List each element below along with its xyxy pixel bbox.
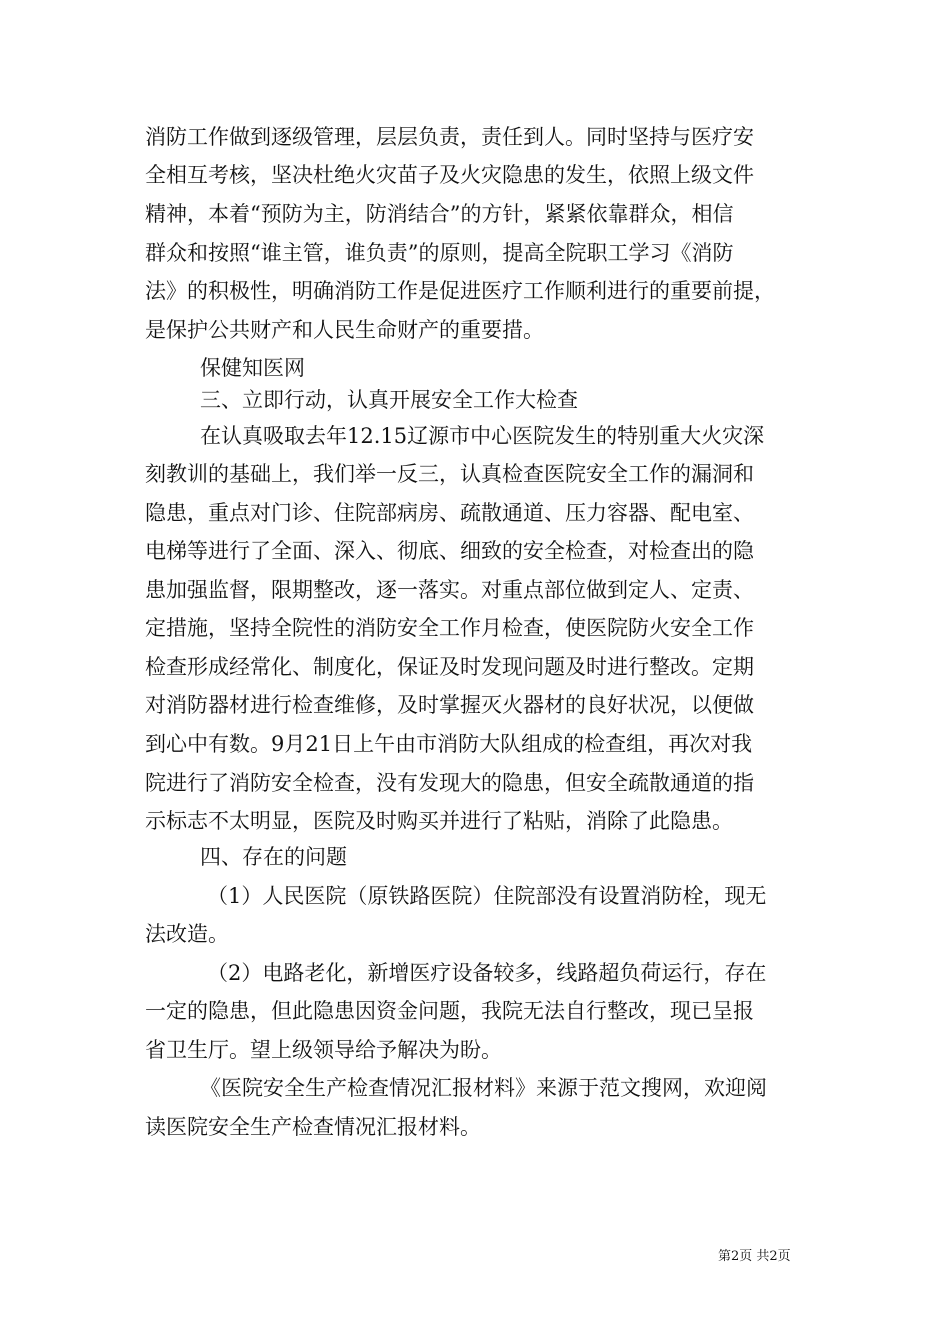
paragraph-line: 电梯等进行了全面、深入、彻底、细致的安全检查，对检查出的隐	[145, 539, 754, 563]
issue-item-2: （2）电路老化，新增医疗设备较多，线路超负荷运行，存在	[207, 961, 767, 985]
site-name-line: 保健知医网	[200, 356, 305, 380]
paragraph-line: 在认真吸取去年12.15辽源市中心医院发生的特别重大火灾深	[200, 424, 765, 448]
issue-item-1: （1）人民医院（原铁路医院）住院部没有设置消防栓，现无	[207, 884, 767, 908]
paragraph-line: 是保护公共财产和人民生命财产的重要措。	[145, 318, 544, 342]
paragraph-line: 院进行了消防安全检查，没有发现大的隐患，但安全疏散通道的指	[145, 771, 754, 795]
paragraph-line: 消防工作做到逐级管理，层层负责，责任到人。同时坚持与医疗安	[145, 125, 754, 149]
paragraph-line: 群众和按照“谁主管，谁负责”的原则，提高全院职工学习《消防	[145, 241, 734, 265]
paragraph-line: 法》的积极性，明确消防工作是促进医疗工作顺利进行的重要前提，	[145, 279, 775, 303]
page-number-footer: 第2页 共2页	[718, 1249, 791, 1264]
paragraph-line: 隐患，重点对门诊、住院部病房、疏散通道、压力容器、配电室、	[145, 501, 754, 525]
source-note-line: 《医院安全生产检查情况汇报材料》来源于范文搜网，欢迎阅	[200, 1076, 767, 1100]
paragraph-line: 患加强监督，限期整改，逐一落实。对重点部位做到定人、定责、	[145, 578, 754, 602]
paragraph-line: 到心中有数。9月21日上午由市消防大队组成的检查组，再次对我	[145, 732, 753, 756]
paragraph-line: 检查形成经常化、制度化，保证及时发现问题及时进行整改。定期	[145, 655, 754, 679]
paragraph-line: 法改造。	[145, 922, 229, 946]
section-heading-3: 三、立即行动，认真开展安全工作大检查	[200, 388, 578, 412]
paragraph-line: 全相互考核，坚决杜绝火灾苗子及火灾隐患的发生，依照上级文件	[145, 163, 754, 187]
paragraph-line: 对消防器材进行检查维修，及时掌握灭火器材的良好状况，以便做	[145, 693, 754, 717]
section-heading-4: 四、存在的问题	[200, 845, 347, 869]
paragraph-line: 省卫生厅。望上级领导给予解决为盼。	[145, 1038, 502, 1062]
paragraph-line: 一定的隐患，但此隐患因资金问题，我院无法自行整改，现已呈报	[145, 999, 754, 1023]
source-note-line: 读医院安全生产检查情况汇报材料。	[145, 1115, 481, 1139]
paragraph-line: 示标志不太明显，医院及时购买并进行了粘贴，消除了此隐患。	[145, 809, 733, 833]
paragraph-line: 定措施，坚持全院性的消防安全工作月检查，使医院防火安全工作	[145, 616, 754, 640]
paragraph-line: 精神，本着“预防为主，防消结合”的方针，紧紧依靠群众，相信	[145, 202, 734, 226]
paragraph-line: 刻教训的基础上，我们举一反三，认真检查医院安全工作的漏洞和	[145, 462, 754, 486]
